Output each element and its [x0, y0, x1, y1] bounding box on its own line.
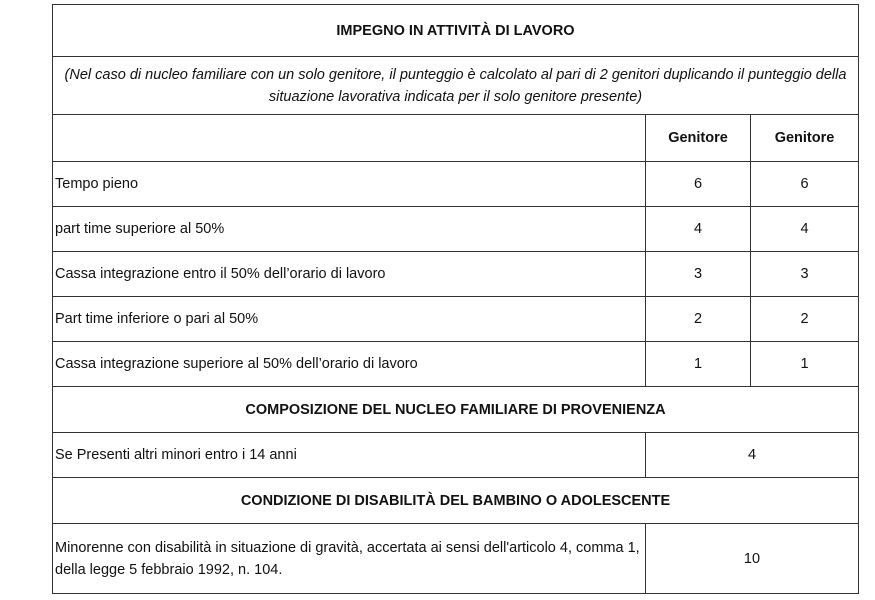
row-label: Minorenne con disabilità in situazione di gravità, accertata ai sensi dell'articolo 4, comma 1, della legge 5 febbraio 1992, n. 104.	[53, 524, 646, 594]
row-label: Cassa integrazione entro il 50% dell’orario di lavoro	[53, 252, 646, 297]
row-label: Part time inferiore o pari al 50%	[53, 297, 646, 342]
single-parent-note: (Nel caso di nucleo familiare con un solo genitore, il punteggio è calcolato al pari di 2 genitori duplicando il punteggio della situazione lavorativa indicata per il solo genitore presente)	[53, 57, 859, 115]
section-title-family: COMPOSIZIONE DEL NUCLEO FAMILIARE DI PROVENIENZA	[53, 387, 859, 433]
table-row	[53, 342, 859, 387]
row-label: part time superiore al 50%	[53, 207, 646, 252]
section-title-work: IMPEGNO IN ATTIVITÀ DI LAVORO	[53, 5, 859, 57]
score-parent-2: 2	[751, 297, 859, 342]
table-row	[53, 524, 859, 594]
table-row	[53, 297, 859, 342]
score-value: 10	[646, 524, 859, 594]
row-label: Tempo pieno	[53, 162, 646, 207]
score-parent-1: 4	[646, 207, 751, 252]
score-parent-1: 1	[646, 342, 751, 387]
table-row	[53, 162, 859, 207]
column-header-parent-2: Genitore	[751, 115, 859, 162]
score-parent-2: 3	[751, 252, 859, 297]
score-parent-2: 1	[751, 342, 859, 387]
table-row	[53, 433, 859, 478]
score-parent-1: 2	[646, 297, 751, 342]
score-parent-2: 6	[751, 162, 859, 207]
section-title-disability: CONDIZIONE DI DISABILITÀ DEL BAMBINO O ADOLESCENTE	[53, 478, 859, 524]
score-value: 4	[646, 433, 859, 478]
score-parent-1: 3	[646, 252, 751, 297]
row-label: Se Presenti altri minori entro i 14 anni	[53, 433, 646, 478]
score-parent-1: 6	[646, 162, 751, 207]
table-row	[53, 252, 859, 297]
row-label: Cassa integrazione superiore al 50% dell’orario di lavoro	[53, 342, 646, 387]
scoring-table	[52, 4, 859, 594]
header-empty-cell	[53, 115, 646, 162]
table-row	[53, 207, 859, 252]
column-header-parent-1: Genitore	[646, 115, 751, 162]
score-parent-2: 4	[751, 207, 859, 252]
